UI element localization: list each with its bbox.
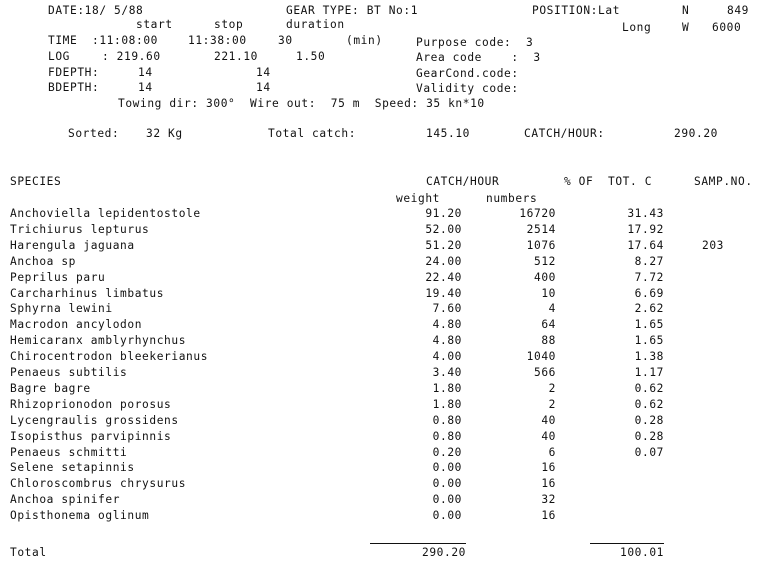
numbers-value: 512 [533,254,556,268]
pct-total-rule [590,543,664,544]
pct-value: 2.62 [634,302,664,316]
weight-value: 24.00 [425,254,462,268]
long-direction: W [682,21,690,34]
pct-value: 0.28 [634,429,664,443]
species-name: Anchoviella lepidentostole [10,207,201,220]
pct-value: 1.17 [634,366,664,379]
numbers-value: 400 [533,270,556,284]
pct-value: 1.65 [634,334,664,348]
weight-value: 52.00 [425,222,462,236]
pct-value: 0.62 [634,381,664,395]
purpose-code: Purpose code: 3 [416,36,534,49]
pct-value: 6.69 [634,286,664,300]
numbers-value: 6 [548,445,556,459]
long-label: Long [622,21,652,34]
time-duration: 30 [278,34,293,47]
species-name: Selene setapinnis [10,461,135,475]
bdepth-stop: 14 [256,81,271,94]
pct-value: 17.92 [627,222,664,236]
time-label: TIME [48,34,78,47]
time-start: :11:08:00 [92,34,159,47]
col-start-label: start [136,18,173,31]
species-name: Anchoa sp [10,254,77,268]
total-label: Total [10,546,47,559]
log-duration: 1.50 [296,50,326,63]
weight-value: 4.00 [432,350,462,364]
numbers-value: 2 [548,381,556,395]
total-catch-label: Total catch: [268,127,357,140]
numbers-value: 2514 [526,222,556,236]
sorted-value: 32 Kg [146,127,183,140]
fdepth-stop: 14 [256,66,271,79]
lat-value: 849 [727,4,750,17]
long-value: 6000 [712,21,742,34]
weight-value: 7.60 [432,302,462,316]
weight-value: 91.20 [425,207,462,220]
weight-value: 3.40 [432,366,462,379]
species-name: Peprilus paru [10,270,106,284]
weight-value: 0.00 [432,493,462,507]
species-name: Carcharhinus limbatus [10,286,165,300]
gearcond-code: GearCond.code: [416,67,519,80]
total-weight: 290.20 [421,546,466,559]
position-label: POSITION:Lat [532,4,621,17]
weight-value: 0.00 [432,461,462,475]
bdepth-start: 14 [138,81,153,94]
towing-line: Towing dir: 300° Wire out: 75 m Speed: 35 kn*10 [118,97,485,110]
species-name: Rhizoprionodon porosus [10,397,172,411]
weight-value: 4.80 [432,334,462,348]
numbers-value: 88 [541,334,556,348]
catch-hour-value: 290.20 [674,127,719,140]
catch-hour-header: CATCH/HOUR [426,175,500,188]
numbers-value: 1040 [526,350,556,364]
numbers-value: 16 [541,509,556,523]
area-code: Area code : 3 [416,51,541,64]
pct-value: 1.65 [634,318,664,332]
log-label: LOG [48,50,71,63]
log-stop: 221.10 [214,50,259,63]
species-name: Trichiurus lepturus [10,222,150,236]
pct-value: 0.07 [634,445,664,459]
numbers-value: 16 [541,461,556,475]
col-stop-label: stop [214,18,244,31]
validity-code: Validity code: [416,82,519,95]
weight-value: 1.80 [432,397,462,411]
numbers-header: numbers [486,192,538,205]
pct-value: 31.43 [627,207,664,220]
species-name: Penaeus subtilis [10,366,128,379]
weight-value: 0.00 [432,477,462,491]
weight-value: 0.20 [432,445,462,459]
numbers-value: 2 [548,397,556,411]
fdepth-start: 14 [138,66,153,79]
numbers-value: 16720 [519,207,556,220]
numbers-value: 1076 [526,238,556,252]
log-start: : 219.60 [102,50,161,63]
fdepth-label: FDEPTH: [48,66,100,79]
numbers-value: 566 [533,366,556,379]
date-field: DATE:18/ 5/88 [48,4,144,17]
col-duration-label: duration [286,18,345,31]
species-name: Lycengraulis grossidens [10,413,179,427]
numbers-value: 64 [541,318,556,332]
numbers-value: 40 [541,429,556,443]
weight-value: 0.80 [432,429,462,443]
weight-total-rule [370,543,466,544]
species-header: SPECIES [10,175,62,188]
weight-value: 4.80 [432,318,462,332]
species-name: Opisthonema oglinum [10,509,150,523]
weight-value: 1.80 [432,381,462,395]
weight-value: 19.40 [425,286,462,300]
species-name: Hemicaranx amblyrhynchus [10,334,187,348]
pct-value: 8.27 [634,254,664,268]
species-name: Sphyrna lewini [10,302,113,316]
species-name: Anchoa spinifer [10,493,121,507]
species-name: Isopisthus parvipinnis [10,429,172,443]
species-name: Penaeus schmitti [10,445,128,459]
species-name: Chloroscombrus chrysurus [10,477,187,491]
pct-value: 0.62 [634,397,664,411]
species-name: Chirocentrodon bleekerianus [10,350,209,364]
pct-value: 7.72 [634,270,664,284]
time-unit: (min) [346,34,383,47]
pct-value: 1.38 [634,350,664,364]
pct-value: 17.64 [627,238,664,252]
weight-value: 0.80 [432,413,462,427]
total-catch-value: 145.10 [426,127,471,140]
catch-hour-label: CATCH/HOUR: [524,127,605,140]
species-name: Bagre bagre [10,381,91,395]
weight-value: 22.40 [425,270,462,284]
lat-direction: N [682,4,690,17]
weight-value: 51.20 [425,238,462,252]
weight-value: 0.00 [432,509,462,523]
sorted-label: Sorted: [68,127,120,140]
numbers-value: 16 [541,477,556,491]
weight-header: weight [396,192,441,205]
samp-value: 203 [702,238,725,252]
total-pct: 100.01 [619,546,664,559]
time-stop: 11:38:00 [188,34,247,47]
species-name: Macrodon ancylodon [10,318,143,332]
numbers-value: 4 [548,302,556,316]
numbers-value: 10 [541,286,556,300]
pct-value: 0.28 [634,413,664,427]
numbers-value: 32 [541,493,556,507]
pct-total-header: % OF TOT. C [564,175,653,188]
gear-type-field: GEAR TYPE: BT No:1 [286,4,419,17]
numbers-value: 40 [541,413,556,427]
species-name: Harengula jaguana [10,238,135,252]
samp-no-header: SAMP.NO. [694,175,753,188]
bdepth-label: BDEPTH: [48,81,100,94]
